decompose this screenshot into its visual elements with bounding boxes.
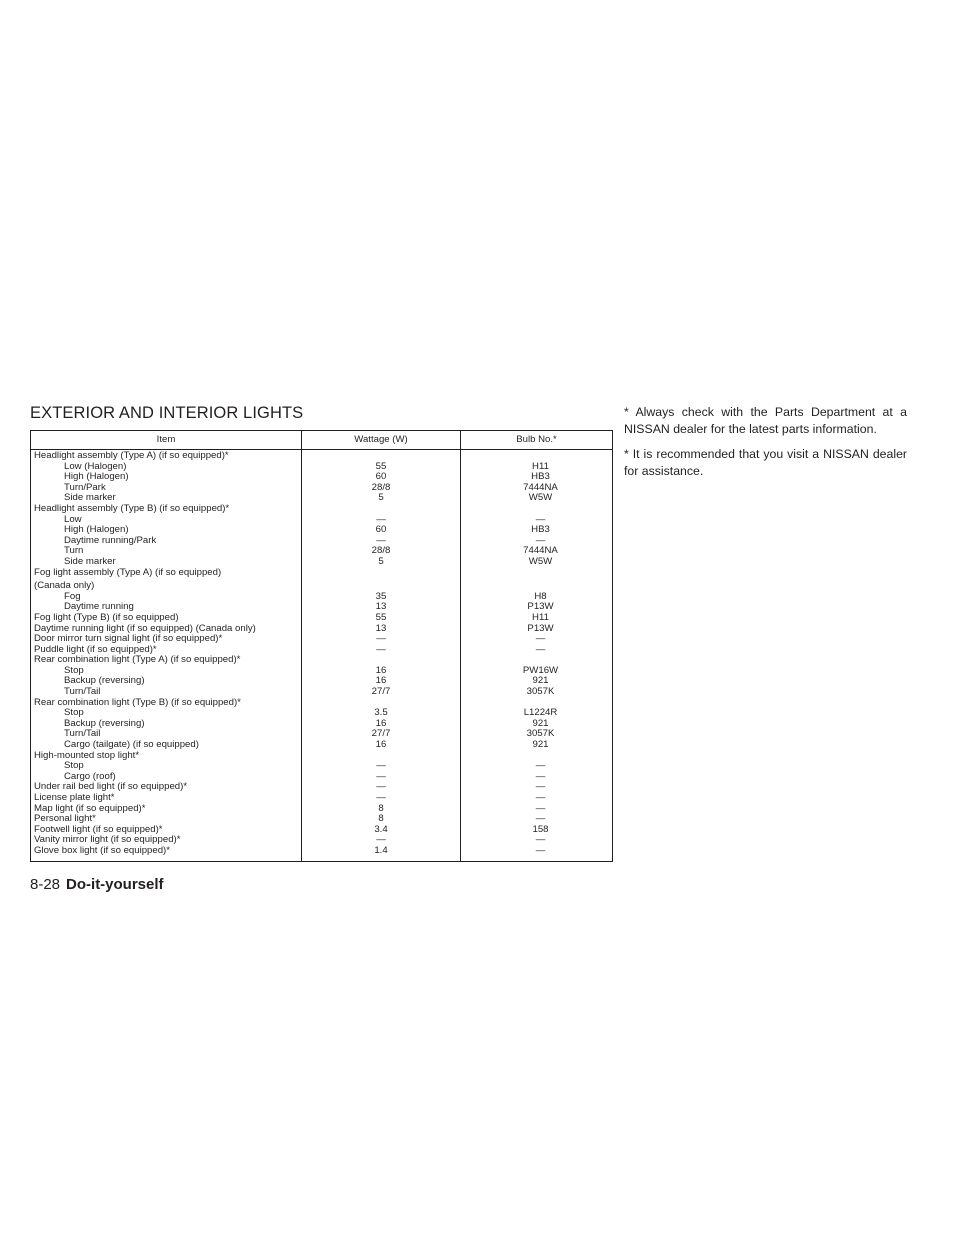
note-parts-department: * Always check with the Parts Department at a NISSAN dealer for the latest parts information. (624, 405, 907, 436)
header-bulb-number: Bulb No.* (461, 431, 613, 450)
row-item: Backup (reversing) (31, 676, 302, 687)
row-item: Fog (31, 592, 302, 603)
row-bulb-number: — (461, 761, 613, 772)
table-row (31, 676, 613, 687)
row-item: Glove box light (if so equipped)* (31, 846, 302, 861)
row-bulb-number: W5W (461, 493, 613, 504)
row-bulb-number: — (461, 793, 613, 804)
row-wattage: — (302, 772, 461, 783)
row-bulb-number: P13W (461, 624, 613, 635)
table-row (31, 504, 613, 515)
row-bulb-number: H11 (461, 462, 613, 473)
row-wattage: — (302, 793, 461, 804)
row-bulb-number: 158 (461, 825, 613, 836)
page-footer (30, 876, 164, 893)
row-wattage: — (302, 515, 461, 526)
table-body (31, 450, 613, 862)
table-row (31, 568, 613, 579)
row-bulb-number: HB3 (461, 472, 613, 483)
header-item: Item (31, 431, 302, 450)
row-item: Cargo (tailgate) (if so equipped) (31, 740, 302, 751)
row-wattage: 27/7 (302, 729, 461, 740)
row-wattage: — (302, 634, 461, 645)
row-wattage: — (302, 645, 461, 656)
table-row (31, 761, 613, 772)
row-bulb-number: 3057K (461, 729, 613, 740)
row-wattage: — (302, 761, 461, 772)
row-bulb-number: — (461, 835, 613, 846)
row-wattage: 28/8 (302, 483, 461, 494)
row-bulb-number: — (461, 645, 613, 656)
table-row (31, 719, 613, 730)
row-bulb-number: — (461, 772, 613, 783)
row-wattage (302, 578, 461, 592)
table-row (31, 793, 613, 804)
table-row (31, 804, 613, 815)
row-bulb-number: P13W (461, 602, 613, 613)
row-item: Headlight assembly (Type A) (if so equipped)* (31, 450, 302, 462)
row-wattage: 3.4 (302, 825, 461, 836)
row-item: Footwell light (if so equipped)* (31, 825, 302, 836)
note-dealer-assistance: * It is recommended that you visit a NISSAN dealer for assistance. (624, 447, 907, 478)
row-item: Fog light (Type B) (if so equipped) (31, 613, 302, 624)
row-wattage: 28/8 (302, 546, 461, 557)
row-wattage: 13 (302, 602, 461, 613)
row-wattage: 8 (302, 804, 461, 815)
row-wattage: 60 (302, 525, 461, 536)
row-wattage (302, 504, 461, 515)
row-item: Vanity mirror light (if so equipped)* (31, 835, 302, 846)
row-bulb-number: 921 (461, 719, 613, 730)
row-wattage: 13 (302, 624, 461, 635)
row-wattage: 27/7 (302, 687, 461, 698)
row-bulb-number: HB3 (461, 525, 613, 536)
row-bulb-number: — (461, 804, 613, 815)
table-row (31, 751, 613, 762)
row-bulb-number: — (461, 536, 613, 547)
row-bulb-number: — (461, 846, 613, 861)
row-item: License plate light* (31, 793, 302, 804)
row-bulb-number: H8 (461, 592, 613, 603)
row-item: Side marker (31, 557, 302, 568)
header-wattage: Wattage (W) (302, 431, 461, 450)
row-wattage (302, 568, 461, 579)
row-wattage: 35 (302, 592, 461, 603)
row-bulb-number: — (461, 515, 613, 526)
row-item: Personal light* (31, 814, 302, 825)
row-item: Cargo (roof) (31, 772, 302, 783)
row-item: Daytime running/Park (31, 536, 302, 547)
table-row (31, 846, 613, 861)
row-item: Rear combination light (Type A) (if so equipped)* (31, 655, 302, 666)
row-bulb-number: 921 (461, 740, 613, 751)
row-item: Stop (31, 666, 302, 677)
row-wattage: — (302, 835, 461, 846)
row-item: Turn/Park (31, 483, 302, 494)
row-bulb-number (461, 568, 613, 579)
row-wattage: — (302, 782, 461, 793)
row-wattage: 16 (302, 719, 461, 730)
bulb-specification-table (30, 430, 613, 862)
row-bulb-number: 7444NA (461, 483, 613, 494)
row-item: Stop (31, 708, 302, 719)
row-bulb-number: 3057K (461, 687, 613, 698)
row-bulb-number: 7444NA (461, 546, 613, 557)
row-bulb-number: W5W (461, 557, 613, 568)
row-bulb-number (461, 504, 613, 515)
row-item: (Canada only) (31, 578, 302, 592)
section-title: EXTERIOR AND INTERIOR LIGHTS (30, 404, 304, 422)
row-item: Headlight assembly (Type B) (if so equipped)* (31, 504, 302, 515)
row-wattage: 3.5 (302, 708, 461, 719)
row-item: Low (Halogen) (31, 462, 302, 473)
row-wattage: — (302, 536, 461, 547)
row-item: High-mounted stop light* (31, 751, 302, 762)
row-item: Fog light assembly (Type A) (if so equipped) (31, 568, 302, 579)
row-item: Puddle light (if so equipped)* (31, 645, 302, 656)
row-item: Daytime running (31, 602, 302, 613)
row-bulb-number: H11 (461, 613, 613, 624)
row-wattage: 5 (302, 493, 461, 504)
row-item: Stop (31, 761, 302, 772)
footer-section-name: Do-it-yourself (66, 876, 164, 893)
table-row (31, 450, 613, 462)
row-bulb-number: PW16W (461, 666, 613, 677)
row-item: Door mirror turn signal light (if so equipped)* (31, 634, 302, 645)
row-bulb-number: 921 (461, 676, 613, 687)
row-bulb-number: — (461, 634, 613, 645)
row-wattage: 8 (302, 814, 461, 825)
row-item: Low (31, 515, 302, 526)
row-item: Side marker (31, 493, 302, 504)
row-wattage: 16 (302, 666, 461, 677)
row-wattage: 5 (302, 557, 461, 568)
row-wattage: 16 (302, 740, 461, 751)
row-bulb-number: — (461, 782, 613, 793)
table-row (31, 546, 613, 557)
table-row (31, 578, 613, 592)
row-wattage: 55 (302, 462, 461, 473)
row-wattage: 1.4 (302, 846, 461, 861)
row-item: Daytime running light (if so equipped) (Canada only) (31, 624, 302, 635)
row-item: Turn/Tail (31, 729, 302, 740)
row-wattage: 55 (302, 613, 461, 624)
table-header-row (31, 431, 613, 450)
row-item: Under rail bed light (if so equipped)* (31, 782, 302, 793)
row-bulb-number: — (461, 814, 613, 825)
row-item: Rear combination light (Type B) (if so equipped)* (31, 698, 302, 709)
row-bulb-number (461, 450, 613, 462)
table-row (31, 613, 613, 624)
row-wattage (302, 450, 461, 462)
row-wattage: 60 (302, 472, 461, 483)
row-bulb-number (461, 578, 613, 592)
table-row (31, 483, 613, 494)
page-number: 8-28 (30, 876, 61, 893)
row-item: Turn (31, 546, 302, 557)
row-wattage: 16 (302, 676, 461, 687)
row-bulb-number: L1224R (461, 708, 613, 719)
row-item: High (Halogen) (31, 472, 302, 483)
row-item: Backup (reversing) (31, 719, 302, 730)
table-row (31, 557, 613, 568)
table-row (31, 782, 613, 793)
row-item: High (Halogen) (31, 525, 302, 536)
row-item: Turn/Tail (31, 687, 302, 698)
row-item: Map light (if so equipped)* (31, 804, 302, 815)
